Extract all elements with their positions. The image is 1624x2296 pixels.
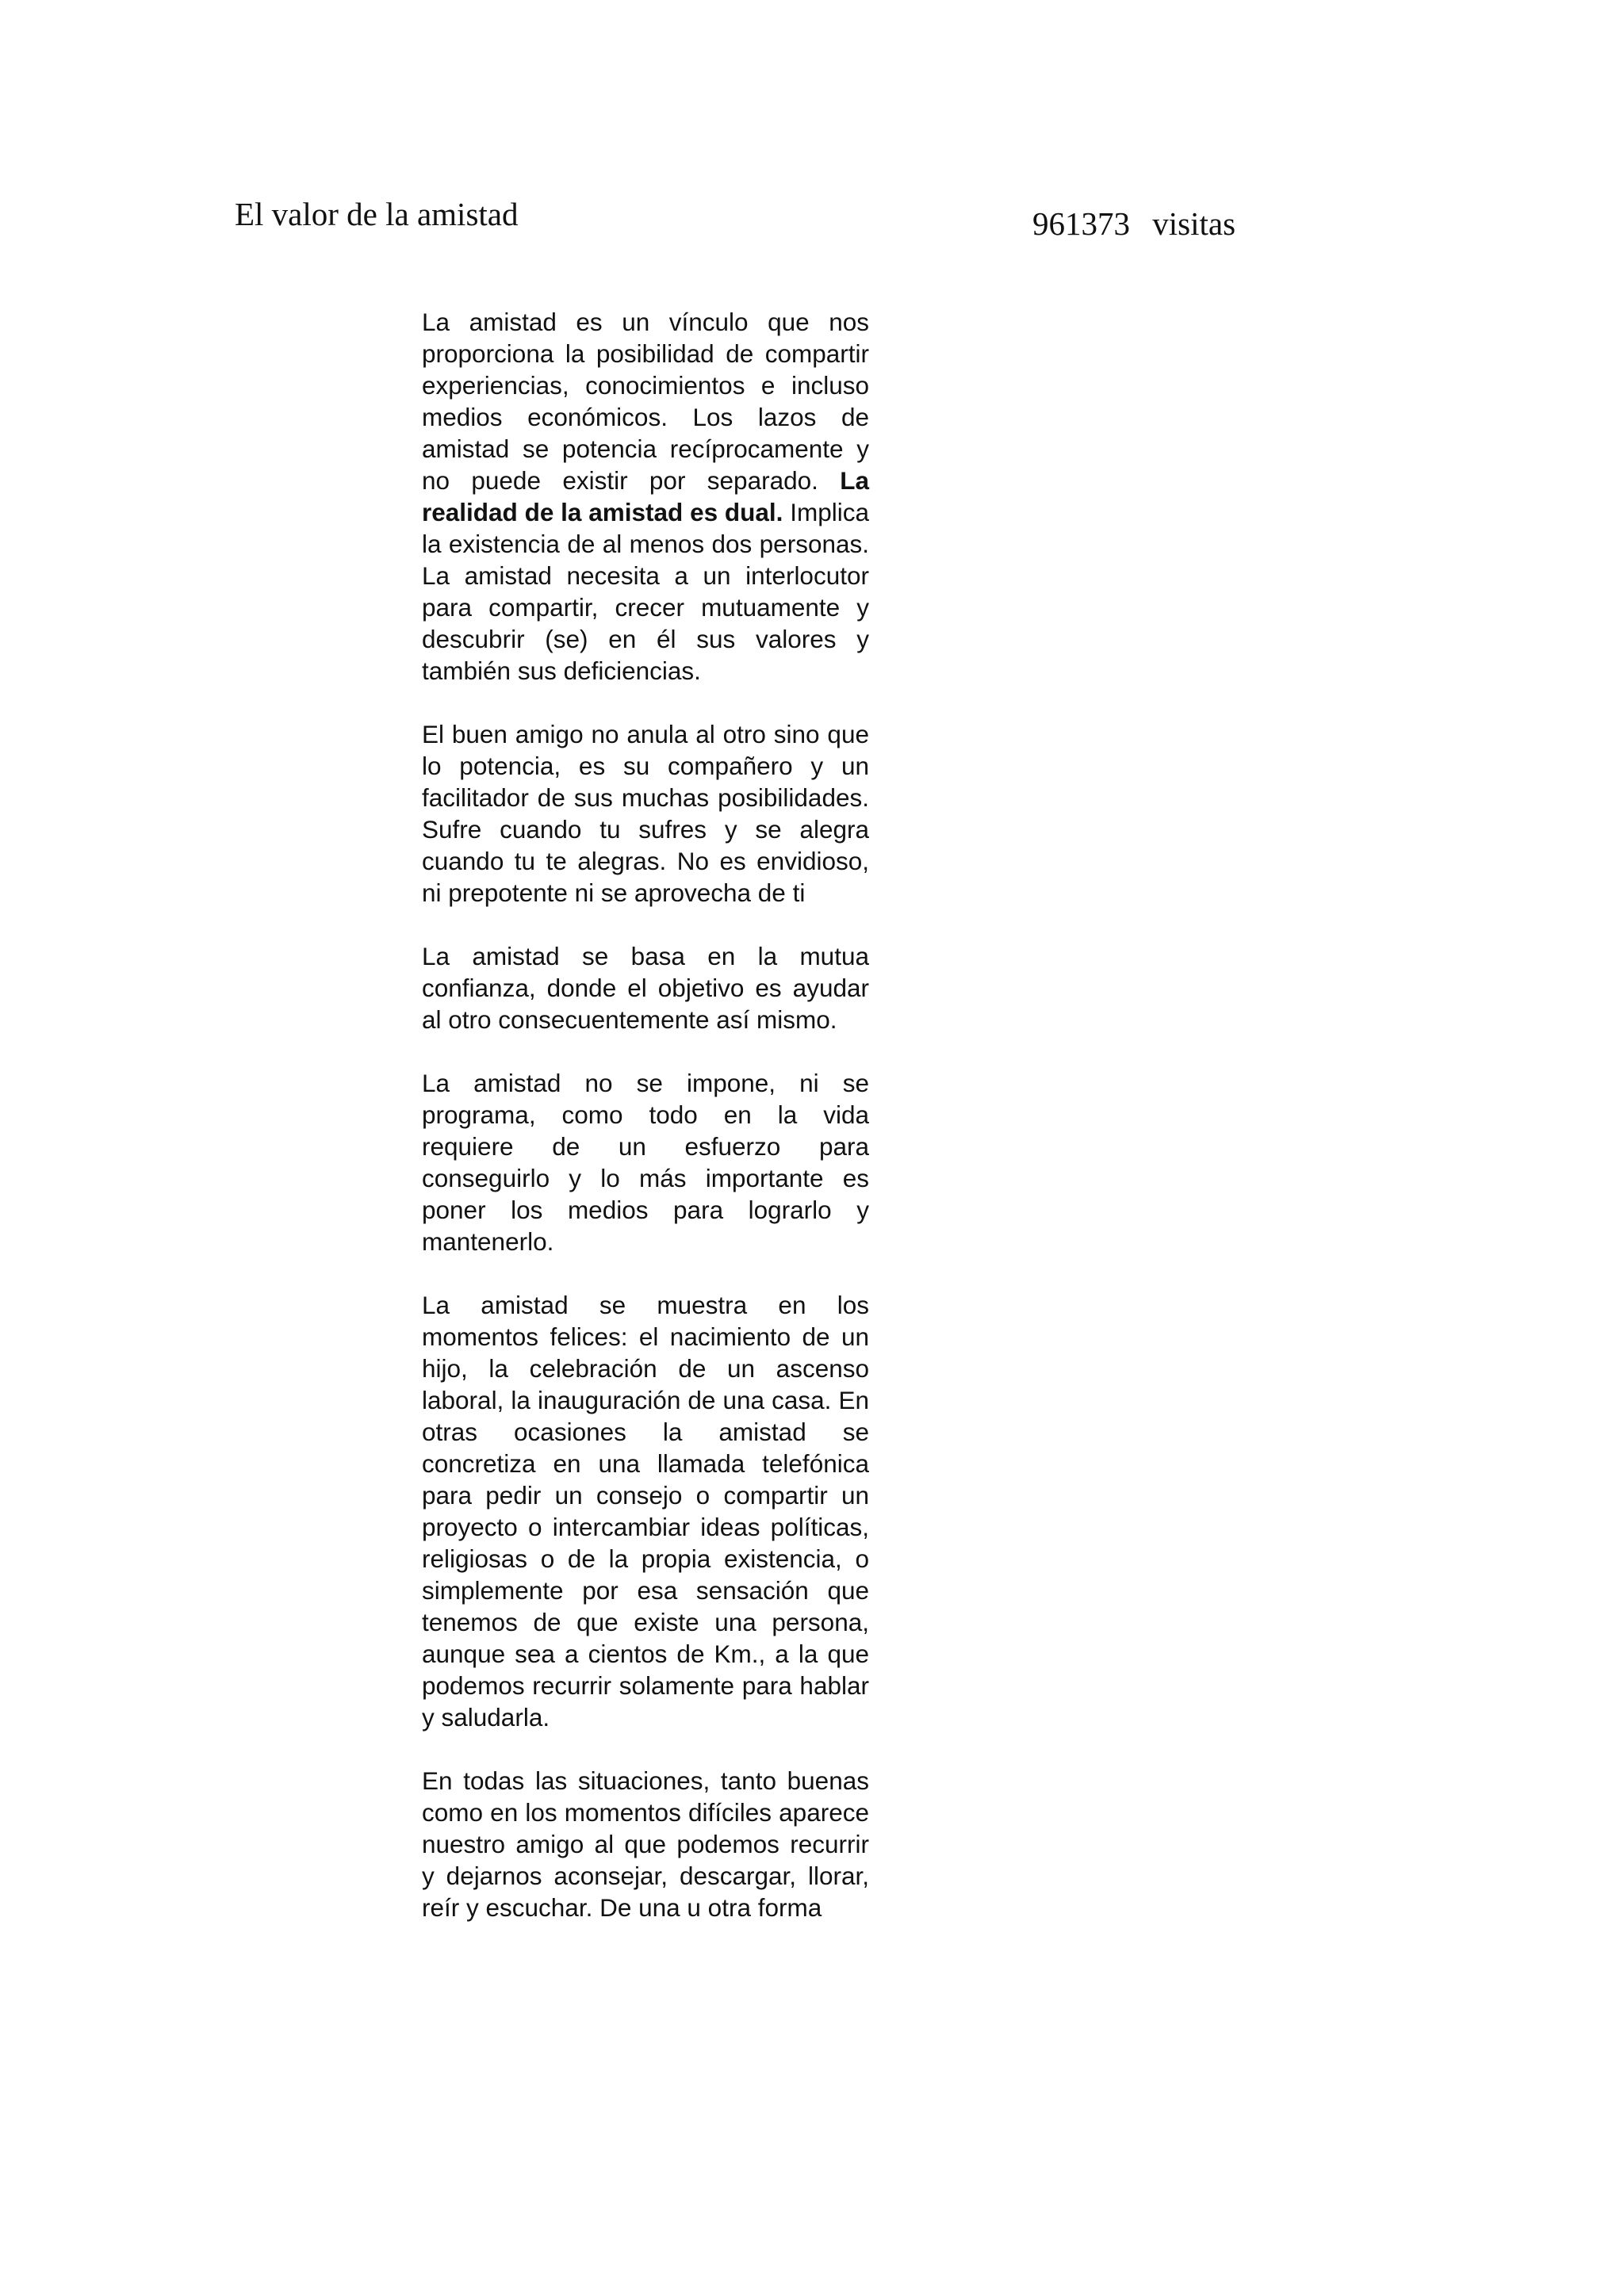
paragraph-1-intro: La amistad es un vínculo que nos proporciona la posibilidad de compartir experiencias, conocimientos e incluso medios económicos. Los lazos de amistad se potencia recíprocamente y no puede existir por separado. bbox=[422, 308, 869, 495]
paragraph-1 bbox=[422, 306, 869, 687]
visit-label: visitas bbox=[1152, 205, 1236, 242]
visit-count: 961373 bbox=[1032, 205, 1130, 242]
paragraph-1-emphasis: La realidad de la amistad es dual. bbox=[422, 466, 869, 526]
page-title: El valor de la amistad bbox=[235, 196, 519, 232]
article-body bbox=[422, 306, 869, 1923]
paragraph-6: En todas las situaciones, tanto buenas como en los momentos difíciles aparece nuestro amigo al que podemos recurrir y dejarnos aconsejar, descargar, llorar, reír y escuchar. De una u otra forma bbox=[422, 1766, 869, 1922]
visit-counter bbox=[1032, 205, 1235, 243]
paragraph-2: El buen amigo no anula al otro sino que lo potencia, es su compañero y un facilitador de sus muchas posibilidades. Sufre cuando tu sufres y se alegra cuando tu te alegras. No es envidioso, ni prepotente ni se aprovecha de ti bbox=[422, 720, 869, 907]
paragraph-3: La amistad se basa en la mutua confianza, donde el objetivo es ayudar al otro consecuentemente así mismo. bbox=[422, 942, 869, 1034]
paragraph-1-rest: Implica la existencia de al menos dos personas. La amistad necesita a un interlocutor para compartir, crecer mutuamente y descubrir (se) en él sus valores y también sus deficiencias. bbox=[422, 498, 869, 685]
paragraph-4: La amistad no se impone, ni se programa, como todo en la vida requiere de un esfuerzo para conseguirlo y lo más importante es poner los medios para lograrlo y mantenerlo. bbox=[422, 1069, 869, 1256]
paragraph-5: La amistad se muestra en los momentos felices: el nacimiento de un hijo, la celebración de un ascenso laboral, la inauguración de una casa. En otras ocasiones la amistad se concretiza en una llamada telefónica para pedir un consejo o compartir un proyecto o intercambiar ideas políticas, religiosas o de la propia existencia, o simplemente por esa sensación que tenemos de que existe una persona, aunque sea a cientos de Km., a la que podemos recurrir solamente para hablar y saludarla. bbox=[422, 1291, 869, 1732]
